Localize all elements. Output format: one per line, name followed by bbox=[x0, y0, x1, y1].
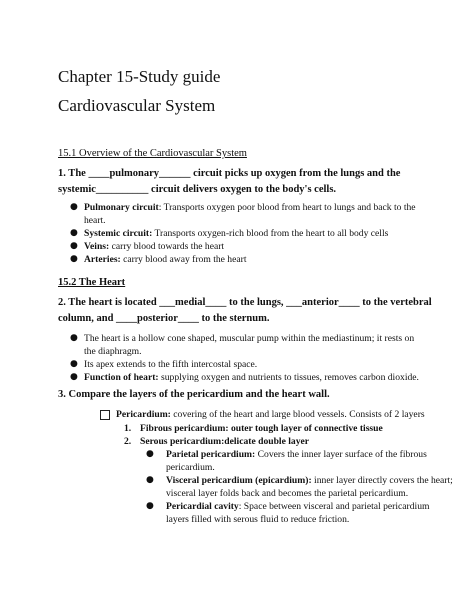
term: Function of heart: bbox=[84, 372, 159, 383]
list-item bbox=[84, 227, 388, 240]
list-item: The heart is a hollow cone shaped, muscular pump within the mediastinum; it rests on bbox=[84, 333, 415, 344]
chapter-title: Chapter 15-Study guide bbox=[58, 67, 221, 86]
question-1-line-2: systemic__________ circuit delivers oxygen to the body's cells. bbox=[58, 184, 337, 195]
bullet-icon: ● bbox=[70, 359, 78, 369]
question-2-line-1: 2. The heart is located ___medial____ to the lungs, ___anterior____ to the vertebral bbox=[58, 297, 432, 308]
term: Veins: bbox=[84, 241, 110, 252]
list-item: Serous pericardium:delicate double layer bbox=[140, 436, 310, 447]
list-item bbox=[84, 201, 416, 214]
list-item: Fibrous pericardium: outer tough layer of connective tissue bbox=[140, 423, 383, 434]
bullet-icon: ● bbox=[70, 202, 78, 212]
list-item bbox=[84, 240, 224, 253]
list-item bbox=[84, 371, 419, 384]
question-2-line-2: column, and ____posterior____ to the sternum. bbox=[58, 313, 270, 324]
list-item-continuation: pericardium. bbox=[166, 462, 215, 473]
term: Arteries: bbox=[84, 254, 121, 265]
term: Pericardial cavity bbox=[166, 501, 239, 512]
bullet-icon: ● bbox=[70, 254, 78, 264]
question-3: 3. Compare the layers of the pericardium and the heart wall. bbox=[58, 389, 330, 400]
list-item: Its apex extends to the fifth intercostal space. bbox=[84, 359, 258, 370]
list-item bbox=[116, 408, 425, 421]
list-item bbox=[166, 448, 427, 461]
term: Pericardium: bbox=[116, 409, 171, 420]
list-item-continuation: heart. bbox=[84, 215, 106, 226]
list-item bbox=[84, 253, 246, 266]
section-heading-15-2: 15.2 The Heart bbox=[58, 277, 126, 288]
definition: carry blood away from the heart bbox=[120, 254, 247, 265]
definition: covering of the heart and large blood vessels. Consists of 2 layers bbox=[170, 409, 425, 420]
list-item bbox=[166, 474, 453, 487]
bullet-icon: ● bbox=[70, 372, 78, 382]
bullet-icon: ● bbox=[70, 228, 78, 238]
bullet-icon: ● bbox=[146, 449, 154, 459]
list-number: 2. bbox=[124, 436, 132, 447]
term: Parietal pericardium: bbox=[166, 449, 256, 460]
term: Systemic circuit: bbox=[84, 228, 153, 239]
list-item-continuation: visceral layer folds back and becomes the parietal pericardium. bbox=[166, 488, 409, 499]
chapter-subtitle: Cardiovascular System bbox=[58, 96, 216, 115]
term: Visceral pericardium (epicardium): bbox=[166, 475, 312, 486]
question-1-line-1: 1. The ____pulmonary______ circuit picks up oxygen from the lungs and the bbox=[58, 168, 401, 179]
definition: carry blood towards the heart bbox=[109, 241, 225, 252]
list-number: 1. bbox=[124, 423, 132, 434]
bullet-icon: ● bbox=[146, 475, 154, 485]
bullet-icon: ● bbox=[70, 241, 78, 251]
list-item-continuation: the diaphragm. bbox=[84, 346, 142, 357]
definition: : Transports oxygen poor blood from heart to lungs and back to the bbox=[158, 202, 416, 213]
term: Pulmonary circuit bbox=[84, 202, 159, 213]
definition: : Space between visceral and parietal pericardium bbox=[238, 501, 430, 512]
checkbox-icon bbox=[100, 410, 110, 420]
definition: Covers the inner layer surface of the fibrous bbox=[255, 449, 427, 460]
bullet-icon: ● bbox=[70, 333, 78, 343]
bullet-icon: ● bbox=[146, 501, 154, 511]
list-item bbox=[166, 500, 429, 513]
section-heading-15-1: 15.1 Overview of the Cardiovascular System bbox=[58, 148, 247, 159]
definition: Transports oxygen-rich blood from the heart to all body cells bbox=[152, 228, 389, 239]
list-item-continuation: layers filled with serous fluid to reduce friction. bbox=[166, 514, 350, 525]
definition: supplying oxygen and nutrients to tissues, removes carbon dioxide. bbox=[158, 372, 419, 383]
definition: inner layer directly covers the heart; bbox=[311, 475, 453, 486]
